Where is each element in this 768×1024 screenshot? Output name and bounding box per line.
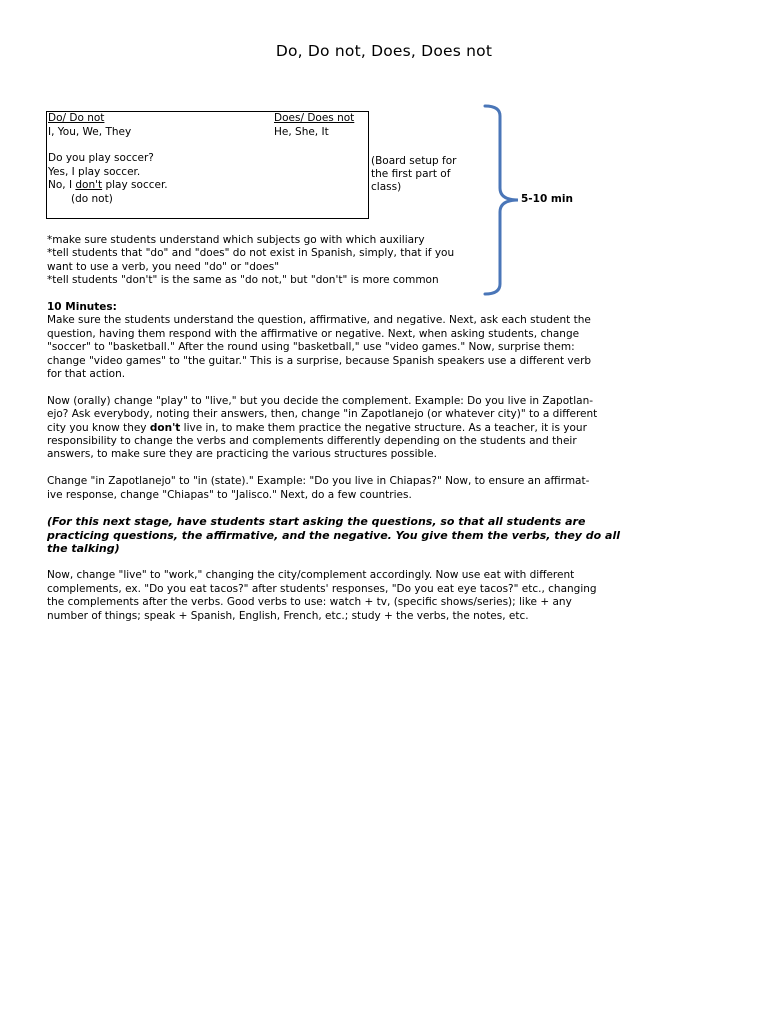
board-setup-note: (Board setup for the first part of class) <box>371 155 457 193</box>
does-header: Does/ Does not <box>274 112 355 124</box>
lesson-body <box>47 301 647 636</box>
do-subjects: I, You, We, They <box>48 125 132 138</box>
paragraph-5: Now, change "live" to "work," changing the city/complement accordingly. Now use eat with different complements, ex. "Do you eat tacos?" after students' responses, "Do you eat eye tacos?" etc., changing the complements after the verbs. Good verbs to use: watch + tv, (specific shows/series); like + any number of things; speak + Spanish, English, French, etc.; study + the verbs, the notes, etc. <box>47 569 597 622</box>
paragraph-1: Make sure the students understand the question, affirmative, and negative. Next, ask each student the question, having them respond with the affirmative or negative. Next, when asking students, change "soccer" to "basketball." After the round using "basketball," use "video games." Now, surprise them: change "video games" to "the guitar." This is a surprise, because Spanish speakers use a different verb for that action. <box>47 314 592 381</box>
paragraph-2: Now (orally) change "play" to "live," but you decide the complement. Example: Do you live in Zapotlan- ejo? Ask everybody, noting their answers, then, change "in Zapotlanejo (or whatever city)" to a different city you know they don't live in, to make them practice the negative structure. As a teacher, it is your responsibility to change the verbs and complements differently depending on the students and their answers, to make sure they are practicing the various structures possible. <box>47 394 598 461</box>
note-line: *make sure students understand which subjects go with which auxiliary <box>47 234 425 246</box>
example-question: Do you play soccer? <box>48 152 154 164</box>
note-line: *tell students that "do" and "does" do not exist in Spanish, simply, that if you <box>47 247 455 260</box>
time-label: 5-10 min <box>521 193 573 205</box>
paragraph-4-instruction: (For this next stage, have students start asking the questions, so that all students are practicing questions, the affirmative, and the negative. You give them the verbs, they do all the talking) <box>47 515 621 556</box>
do-not-expansion: (do not) <box>71 192 113 205</box>
teacher-notes <box>47 234 497 288</box>
board-setup-box <box>46 111 369 219</box>
dont-emphasis: don't <box>149 421 181 434</box>
example-affirmative: Yes, I play soccer. <box>48 165 141 178</box>
note-line: want to use a verb, you need "do" or "does" <box>47 260 280 273</box>
paragraph-3: Change "in Zapotlanejo" to "in (state)." Example: "Do you live in Chiapas?" Now, to ensure an affirmat- ive response, change "Chiapas" to "Jalisco." Next, do a few countries. <box>47 475 590 501</box>
does-subjects: He, She, It <box>274 125 329 138</box>
dont-word: don't <box>75 179 103 191</box>
page-title: Do, Do not, Does, Does not <box>275 42 493 60</box>
note-line: *tell students "don't" is the same as "do not," but "don't" is more common <box>47 274 439 287</box>
do-header: Do/ Do not <box>48 112 105 124</box>
section-heading: 10 Minutes: <box>47 301 117 313</box>
example-negative: No, I don't play soccer. <box>48 179 168 191</box>
